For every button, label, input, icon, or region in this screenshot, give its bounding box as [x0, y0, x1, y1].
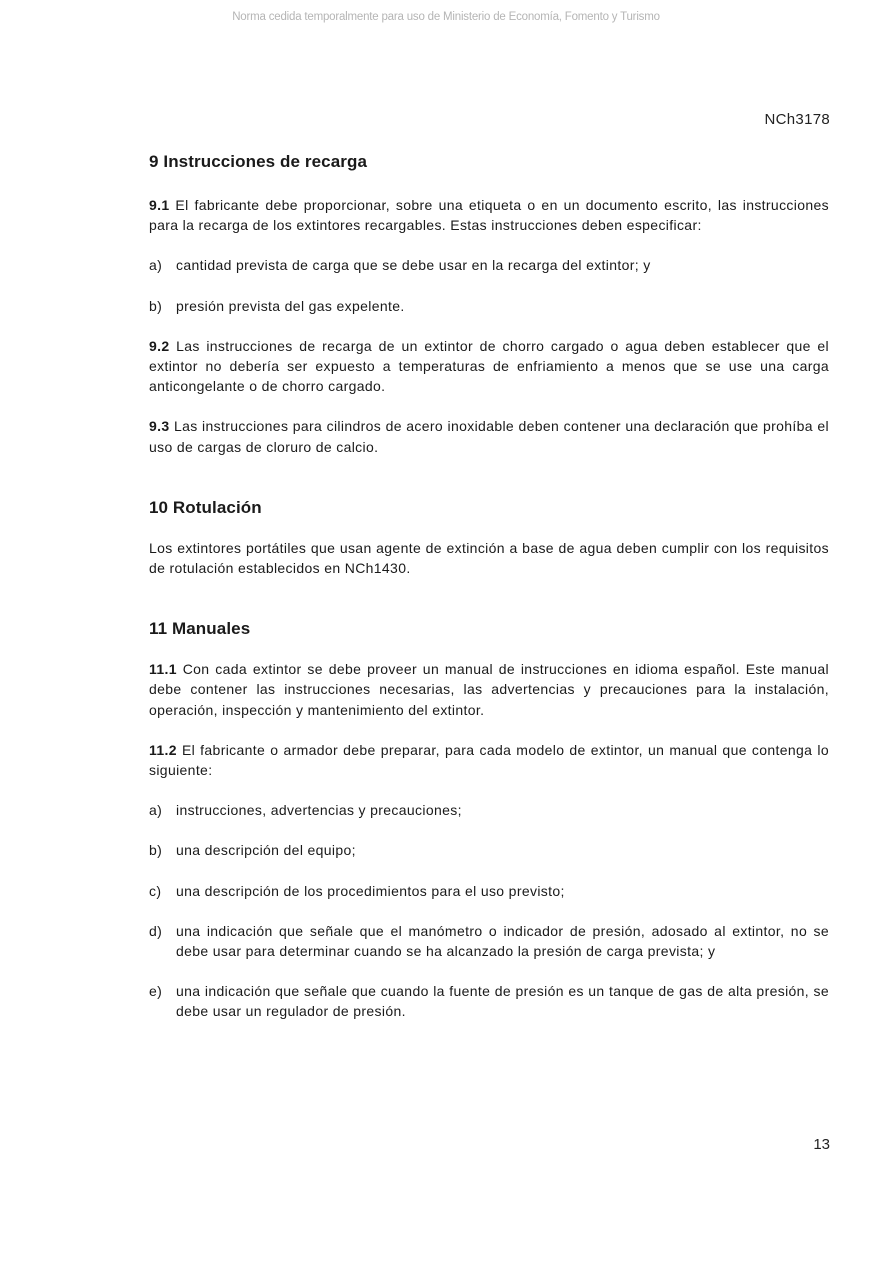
list-item: [149, 981, 829, 1021]
paragraph-11-2: [149, 740, 829, 780]
list-label: a): [149, 802, 163, 819]
paragraph-9-2: [149, 336, 829, 397]
section-heading-10: 10 Rotulación: [149, 497, 262, 517]
clause-text: Con cada extintor se debe proveer un manual de instrucciones en idioma español. Este manual debe contener las instrucciones necesarias, las advertencias y precauciones para la instalación, operación, inspección y mantenimiento del extintor.: [149, 661, 829, 718]
list-label: d): [149, 922, 163, 939]
clause-text: El fabricante o armador debe preparar, para cada modelo de extintor, un manual que contenga lo siguiente:: [149, 741, 829, 779]
paragraph-10: Los extintores portátiles que usan agente de extinción a base de agua deben cumplir con los requisitos de rotulación establecidos en NCh1430.: [149, 539, 829, 577]
paragraph-11-1: [149, 659, 829, 720]
section-heading-9: 9 Instrucciones de recarga: [149, 152, 368, 171]
clause-text: Las instrucciones de recarga de un extintor de chorro cargado o agua deben establecer que el extintor no debería ser expuesto a temperaturas de enfriamiento a menos que se use una carga anticongelante o de chorro cargado.: [149, 337, 829, 395]
list-item: [149, 800, 829, 820]
clause-text: El fabricante debe proporcionar, sobre una etiqueta o en un documento escrito, las instrucciones para la recarga de los extintores recargables. Estas instrucciones deben especificar:: [149, 197, 829, 234]
list-text: una descripción del equipo;: [176, 842, 356, 859]
list-item: [149, 840, 829, 860]
list-text: cantidad prevista de carga que se debe usar en la recarga del extintor; y: [176, 257, 651, 274]
paragraph-9-3: [149, 416, 829, 456]
list-label: e): [149, 983, 163, 1000]
page-content: [149, 150, 829, 1022]
clause-number: 9.2: [149, 337, 170, 354]
clause-text: Las instrucciones para cilindros de acero inoxidable deben contener una declaración que prohíba el uso de cargas de cloruro de calcio.: [149, 418, 829, 455]
section-heading-11: 11 Manuales: [149, 619, 251, 639]
clause-number: 11.1: [149, 661, 177, 678]
list-item: [149, 921, 829, 961]
list-item: [149, 255, 829, 275]
document-code: NCh3178: [764, 111, 830, 128]
list-text: una descripción de los procedimientos para el uso previsto;: [176, 882, 565, 899]
list-label: b): [149, 842, 163, 859]
list-label: b): [149, 297, 163, 314]
list-item: [149, 296, 829, 316]
page-number: 13: [813, 1136, 830, 1153]
list-label: a): [149, 257, 163, 274]
list-item: [149, 881, 829, 901]
list-text: presión prevista del gas expelente.: [176, 297, 405, 314]
list-text: una indicación que señale que cuando la fuente de presión es un tanque de gas de alta presión, se debe usar un regulador de presión.: [176, 983, 829, 1020]
clause-number: 9.3: [149, 418, 170, 435]
clause-number: 11.2: [149, 741, 177, 758]
list-label: c): [149, 882, 162, 899]
watermark: Norma cedida temporalmente para uso de Ministerio de Economía, Fomento y Turismo: [232, 11, 660, 23]
clause-number: 9.1: [149, 197, 170, 213]
list-text: instrucciones, advertencias y precauciones;: [176, 802, 462, 819]
paragraph-9-1: [149, 195, 829, 235]
list-text: una indicación que señale que el manómetro o indicador de presión, adosado al extintor, no se debe usar para determinar cuando se ha alcanzado la presión de carga prevista; y: [176, 922, 829, 960]
